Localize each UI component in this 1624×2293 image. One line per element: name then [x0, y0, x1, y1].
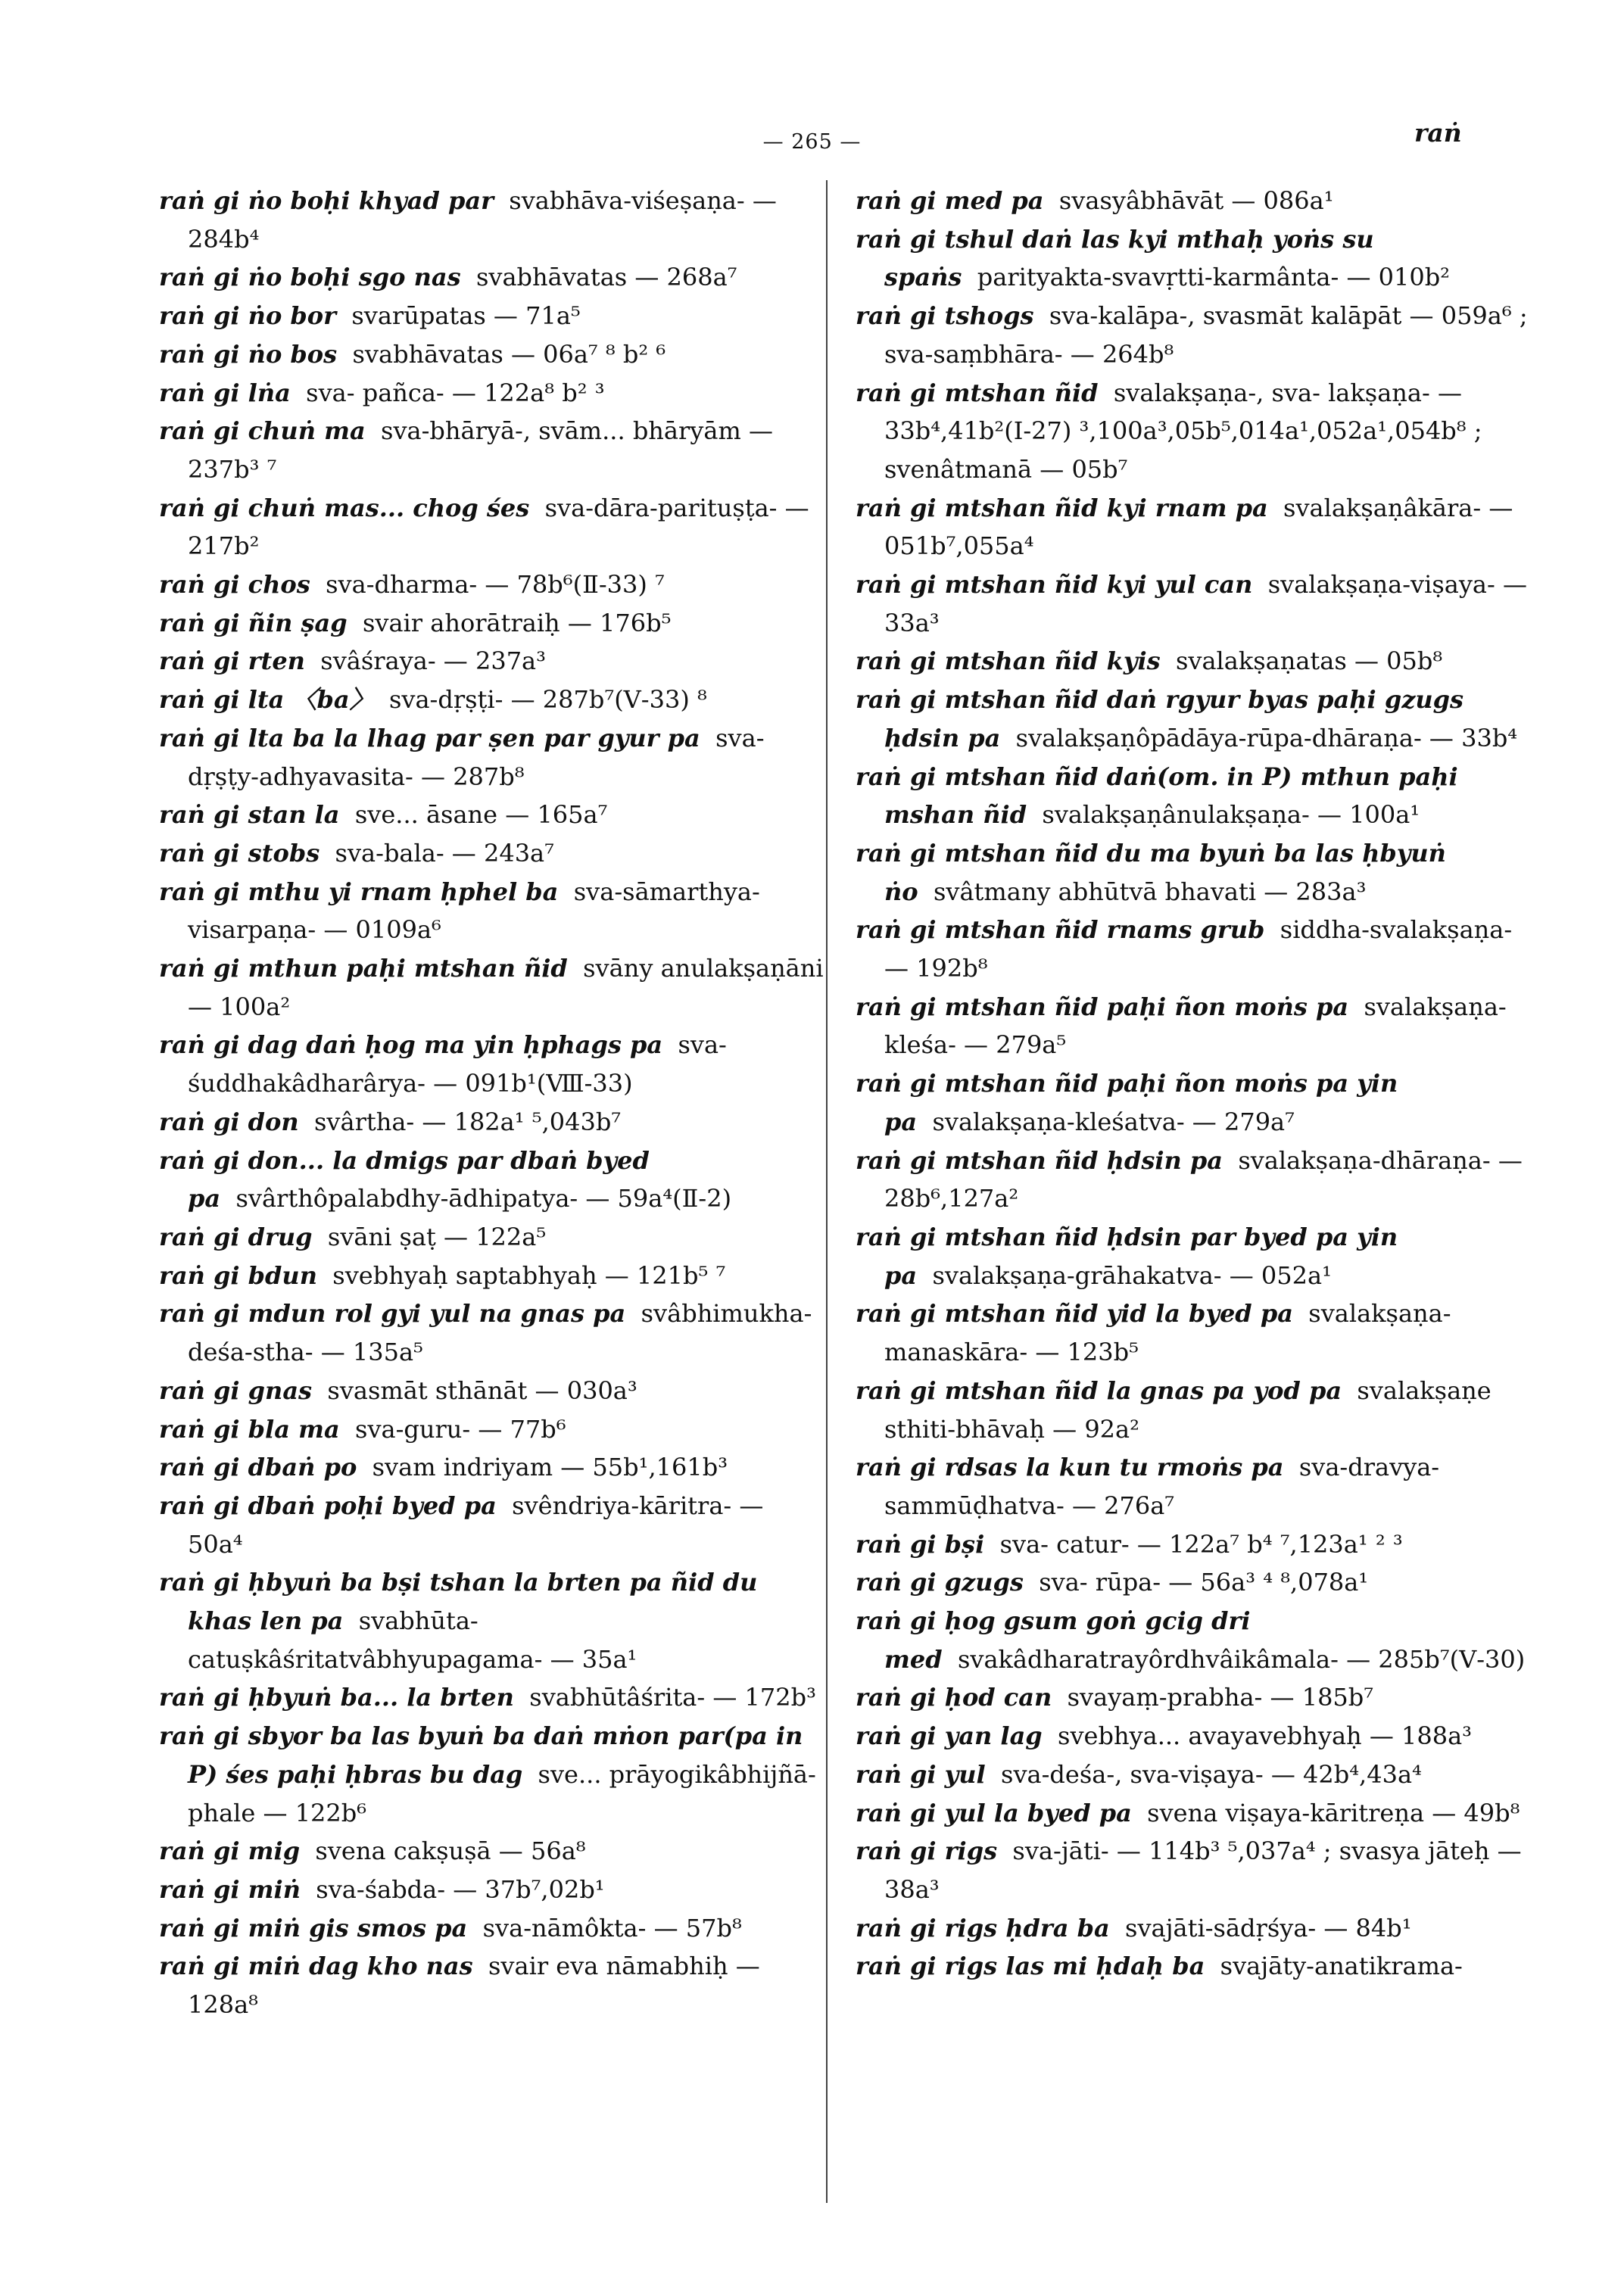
- sanskrit-equivalent: svabhāva-viśeṣaṇa- — 284b⁴: [188, 186, 777, 254]
- sanskrit-equivalent: sva-deśa-, sva-viṣaya- — 42b⁴,43a⁴: [1001, 1759, 1422, 1789]
- dictionary-entry: [159, 1487, 825, 1563]
- dictionary-entry: [856, 1372, 1529, 1448]
- sanskrit-equivalent: svalakṣaṇa-manaskāra- — 123b⁵: [884, 1299, 1451, 1367]
- tibetan-headword: raṅ gi mtshan ñid: [856, 378, 1099, 407]
- sanskrit-equivalent: svâtmany abhūtvā bhavati — 283a³: [933, 877, 1367, 906]
- tibetan-headword: raṅ gi rdsas la kun tu rmoṅs pa: [856, 1453, 1284, 1482]
- tibetan-headword: raṅ gi chuṅ ma: [159, 416, 366, 446]
- sanskrit-equivalent: svalakṣaṇâkāra- — 051b⁷,055a⁴: [884, 493, 1513, 561]
- tibetan-headword: raṅ gi mtshan ñid ḥdsin pa: [856, 1145, 1223, 1175]
- tibetan-headword: raṅ gi ḥog gsum goṅ gcig dri med: [856, 1606, 1251, 1674]
- dictionary-entry: [159, 1257, 825, 1295]
- dictionary-entry: [856, 642, 1529, 681]
- sanskrit-equivalent: sva- pañca- — 122a⁸ b² ³: [306, 378, 605, 407]
- sanskrit-equivalent: sva-śuddhakâdharârya- — 091b¹(Ⅷ-33): [188, 1030, 727, 1098]
- sanskrit-equivalent: svajāti-sādṛśya- — 84b¹: [1125, 1913, 1412, 1943]
- sanskrit-equivalent: svarūpatas — 71a⁵: [351, 301, 581, 331]
- tibetan-headword: raṅ gi lṅa: [159, 378, 291, 407]
- tibetan-headword: raṅ gi ṅo bos: [159, 339, 338, 369]
- dictionary-entry: [159, 681, 825, 719]
- sanskrit-equivalent: sva-bala- — 243a⁷: [335, 838, 554, 868]
- dictionary-entry: [856, 297, 1529, 373]
- sanskrit-equivalent: sva-dṛṣṭy-adhyavasita- — 287b⁸: [188, 723, 765, 791]
- tibetan-headword: raṅ gi mdun rol gyi yul na gnas pa: [159, 1299, 626, 1329]
- tibetan-headword: raṅ gi dbaṅ poḥi byed pa: [159, 1491, 497, 1520]
- tibetan-headword: raṅ gi ḥbyuṅ ba bṣi tshan la brten pa ñid du khas len pa: [159, 1568, 758, 1636]
- tibetan-headword: raṅ gi bla ma: [159, 1414, 340, 1444]
- tibetan-headword: raṅ gi yul: [856, 1759, 986, 1789]
- dictionary-entry: [159, 834, 825, 873]
- tibetan-headword: raṅ gi yul la byed pa: [856, 1798, 1132, 1827]
- tibetan-headword: raṅ gi med pa: [856, 186, 1044, 215]
- sanskrit-equivalent: svalakṣaṇatas — 05b⁸: [1175, 646, 1443, 676]
- tibetan-headword: raṅ gi lta ba la lhag par ṣen par gyur pa: [159, 723, 700, 752]
- sanskrit-equivalent: sva-dravya-sammūḍhatva- — 276a⁷: [884, 1453, 1440, 1520]
- dictionary-entry: [856, 834, 1529, 911]
- dictionary-entry: [159, 873, 825, 949]
- sanskrit-equivalent: parityakta-svavṛtti-karmânta- — 010b²: [977, 263, 1450, 292]
- dictionary-entry: [159, 1947, 825, 2024]
- sanskrit-equivalent: svena cakṣuṣā — 56a⁸: [315, 1837, 586, 1866]
- dictionary-entry: [856, 565, 1529, 642]
- dictionary-entry: [159, 335, 825, 374]
- sanskrit-equivalent: sva- rūpa- — 56a³ ⁴ ⁸,078a¹: [1039, 1568, 1369, 1597]
- tibetan-headword: raṅ gi mig: [159, 1837, 301, 1866]
- dictionary-entry: [159, 1678, 825, 1717]
- tibetan-headword: raṅ gi miṅ: [159, 1874, 301, 1904]
- sanskrit-equivalent: sva-dāra-parituṣṭa- — 217b²: [188, 493, 809, 561]
- dictionary-entry: [856, 489, 1529, 565]
- tibetan-headword: raṅ gi mtshan ñid daṅ rgyur byas paḥi gzugs ḥdsin pa: [856, 685, 1464, 752]
- tibetan-headword: raṅ gi mtshan ñid la gnas pa yod pa: [856, 1375, 1342, 1405]
- dictionary-entry: [856, 1448, 1529, 1525]
- tibetan-headword: raṅ gi sbyor ba las byuṅ ba daṅ mṅon par(pa in P) śes paḥi ḥbras bu dag: [159, 1721, 803, 1789]
- tibetan-headword: raṅ gi tshul daṅ las kyi mthaḥ yoṅs su spaṅs: [856, 224, 1374, 292]
- tibetan-headword: raṅ gi stobs: [159, 838, 320, 868]
- sanskrit-equivalent: svalakṣaṇa-kleśa- — 279a⁵: [884, 992, 1507, 1060]
- tibetan-headword: raṅ gi rigs ḥdra ba: [856, 1913, 1110, 1943]
- tibetan-headword: raṅ gi tshogs: [856, 301, 1034, 331]
- column-divider: [826, 180, 828, 2203]
- sanskrit-equivalent: svâśraya- — 237a³: [320, 646, 546, 676]
- dictionary-entry: [856, 758, 1529, 834]
- tibetan-headword: raṅ gi miṅ dag kho nas: [159, 1952, 473, 1981]
- sanskrit-equivalent: sva-sāmarthya-visarpaṇa- — 0109a⁶: [188, 877, 760, 945]
- tibetan-headword: raṅ gi gnas: [159, 1375, 313, 1405]
- dictionary-entry: [856, 1064, 1529, 1141]
- tibetan-headword: raṅ gi yan lag: [856, 1721, 1043, 1751]
- sanskrit-equivalent: sva-dharma- — 78b⁶(Ⅱ-33) ⁷: [326, 570, 665, 600]
- dictionary-entry: [856, 1794, 1529, 1833]
- sanskrit-equivalent: svalakṣaṇa-viṣaya- — 33a³: [884, 570, 1527, 637]
- sanskrit-equivalent: siddha-svalakṣaṇa- — 192b⁸: [884, 915, 1513, 983]
- running-head: raṅ: [1414, 118, 1462, 148]
- tibetan-headword: raṅ gi gzugs: [856, 1568, 1024, 1597]
- dictionary-entry: [159, 565, 825, 604]
- tibetan-headword: raṅ gi chuṅ mas... chog śes: [159, 493, 530, 522]
- tibetan-headword: raṅ gi dbaṅ po: [159, 1453, 357, 1482]
- dictionary-entry: [159, 719, 825, 796]
- sanskrit-equivalent: sva-nāmôkta- — 57b⁸: [482, 1913, 742, 1943]
- tibetan-headword: raṅ gi mtshan ñid du ma byuṅ ba las ḥbyuṅ ṅo: [856, 838, 1446, 906]
- sanskrit-equivalent: sva- catur- — 122a⁷ b⁴ ⁷,123a¹ ² ³: [999, 1529, 1403, 1559]
- right-column: [856, 182, 1529, 1986]
- tibetan-headword: raṅ gi miṅ gis smos pa: [159, 1913, 468, 1943]
- sanskrit-equivalent: svebhya... avayavebhyaḥ — 188a³: [1058, 1721, 1472, 1751]
- sanskrit-equivalent: sva-jāti- — 114b³ ⁵,037a⁴ ; svasya jāteḥ — 38a³: [884, 1837, 1522, 1904]
- dictionary-entry: [159, 604, 825, 643]
- sanskrit-equivalent: sve... prāyogikâbhijñā-phale — 122b⁶: [188, 1759, 816, 1827]
- dictionary-entry: [159, 1717, 825, 1832]
- sanskrit-equivalent: svâbhimukha-deśa-stha- — 135a⁵: [188, 1299, 812, 1367]
- sanskrit-equivalent: svalakṣaṇa-, sva- lakṣaṇa- — 33b⁴,41b²(Ⅰ-27) ³,100a³,05b⁵,014a¹,052a¹,054b⁸ ; svenâtmanā — 05b⁷: [884, 378, 1482, 484]
- dictionary-entry: [159, 1448, 825, 1487]
- dictionary-entry: [159, 949, 825, 1026]
- tibetan-headword: raṅ gi stan la: [159, 800, 340, 830]
- sanskrit-equivalent: sva-dṛṣṭi- — 287b⁷(Ⅴ-33) ⁸: [388, 685, 707, 715]
- dictionary-entry: [856, 1218, 1529, 1294]
- sanskrit-equivalent: svalakṣaṇa-kleśatva- — 279a⁷: [932, 1107, 1295, 1136]
- dictionary-entry: [159, 1294, 825, 1371]
- sanskrit-equivalent: svalakṣaṇa-dhāraṇa- — 28b⁶,127a²: [884, 1145, 1523, 1213]
- sanskrit-equivalent: svam indriyam — 55b¹,161b³: [372, 1453, 728, 1482]
- tibetan-headword: raṅ gi ḥbyuṅ ba... la brten: [159, 1683, 514, 1712]
- sanskrit-equivalent: svabhāvatas — 268a⁷: [475, 263, 737, 292]
- sanskrit-equivalent: svakâdharatrayôrdhvâikâmala- — 285b⁷(Ⅴ-30): [957, 1644, 1526, 1674]
- dictionary-entry: [856, 681, 1529, 757]
- page-number: — 265 —: [762, 130, 862, 154]
- tibetan-headword: raṅ gi mtshan ñid kyis: [856, 646, 1161, 676]
- tibetan-headword: raṅ gi bdun: [159, 1260, 317, 1290]
- sanskrit-equivalent: svair ahorātraiḥ — 176b⁵: [362, 608, 672, 637]
- sanskrit-equivalent: svêndriya-kāritra- — 50a⁴: [188, 1491, 764, 1559]
- tibetan-headword: raṅ gi mtshan ñid daṅ(om. in P) mthun paḥi mshan ñid: [856, 762, 1458, 830]
- tibetan-headword: raṅ gi ṅo boḥi sgo nas: [159, 263, 461, 292]
- tibetan-headword: raṅ gi ñin ṣag: [159, 608, 348, 637]
- tibetan-headword: raṅ gi don: [159, 1107, 299, 1136]
- sanskrit-equivalent: svabhūta-catuṣkâśritatvâbhyupagama- — 35a¹: [188, 1606, 637, 1674]
- tibetan-headword: raṅ gi ṅo boḥi khyad par: [159, 186, 494, 215]
- dictionary-entry: [159, 1103, 825, 1142]
- tibetan-headword: raṅ gi rigs las mi ḥdaḥ ba: [856, 1952, 1205, 1981]
- tibetan-headword: raṅ gi mtshan ñid kyi rnam pa: [856, 493, 1268, 522]
- sanskrit-equivalent: svajāty-anatikrama-: [1220, 1952, 1463, 1981]
- tibetan-headword: raṅ gi drug: [159, 1222, 313, 1251]
- dictionary-entry: [856, 374, 1529, 489]
- sanskrit-equivalent: sva-śabda- — 37b⁷,02b¹: [316, 1874, 605, 1904]
- sanskrit-equivalent: svabhāvatas — 06a⁷ ⁸ b² ⁶: [352, 339, 666, 369]
- dictionary-entry: [159, 796, 825, 834]
- sanskrit-equivalent: svabhūtâśrita- — 172b³: [529, 1683, 816, 1712]
- left-column: [159, 182, 825, 2024]
- dictionary-entry: [159, 1410, 825, 1449]
- dictionary-entry: [856, 1525, 1529, 1564]
- tibetan-headword: raṅ gi mtshan ñid ḥdsin par byed pa yin pa: [856, 1222, 1398, 1290]
- sanskrit-equivalent: svāni ṣaṭ — 122a⁵: [327, 1222, 547, 1251]
- sanskrit-equivalent: svebhyaḥ saptabhyaḥ — 121b⁵ ⁷: [332, 1260, 726, 1290]
- tibetan-headword: raṅ gi don... la dmigs par dbaṅ byed pa: [159, 1145, 650, 1213]
- dictionary-entry: [856, 1947, 1529, 1986]
- tibetan-headword: raṅ gi mtshan ñid rnams grub: [856, 915, 1265, 945]
- sanskrit-equivalent: svair eva nāmabhiḥ — 128a⁸: [188, 1952, 760, 2020]
- sanskrit-equivalent: svāny anulakṣaṇāni — 100a²: [188, 954, 824, 1021]
- dictionary-entry: [159, 1026, 825, 1102]
- tibetan-headword: raṅ gi mthun paḥi mtshan ñid: [159, 954, 568, 983]
- dictionary-entry: [159, 258, 825, 297]
- dictionary-entry: [856, 182, 1529, 220]
- dictionary-entry: [159, 1563, 825, 1678]
- dictionary-entry: [856, 1717, 1529, 1756]
- sanskrit-equivalent: svena viṣaya-kāritreṇa — 49b⁸: [1147, 1798, 1520, 1827]
- dictionary-entry: [159, 1832, 825, 1871]
- sanskrit-equivalent: svalakṣaṇa-grāhakatva- — 052a¹: [932, 1260, 1332, 1290]
- dictionary-entry: [856, 220, 1529, 297]
- dictionary-entry: [856, 1678, 1529, 1717]
- tibetan-headword: raṅ gi lta 〈ba〉: [159, 685, 374, 715]
- dictionary-entry: [856, 1602, 1529, 1678]
- tibetan-headword: raṅ gi rten: [159, 646, 305, 676]
- dictionary-entry: [856, 1142, 1529, 1218]
- tibetan-headword: raṅ gi ṅo bor: [159, 301, 336, 331]
- sanskrit-equivalent: sva-bhāryā-, svām... bhāryām — 237b³ ⁷: [188, 416, 773, 484]
- tibetan-headword: raṅ gi mthu yi rnam ḥphel ba: [159, 877, 559, 906]
- dictionary-entry: [159, 489, 825, 565]
- tibetan-headword: raṅ gi mtshan ñid kyi yul can: [856, 570, 1253, 600]
- dictionary-entry: [856, 988, 1529, 1064]
- tibetan-headword: raṅ gi rigs: [856, 1837, 998, 1866]
- sanskrit-equivalent: svârtha- — 182a¹ ⁵,043b⁷: [314, 1107, 622, 1136]
- dictionary-entry: [159, 182, 825, 258]
- dictionary-entry: [159, 1871, 825, 1909]
- dictionary-entry: [856, 1756, 1529, 1794]
- sanskrit-equivalent: sva-kalāpa-, svasmāt kalāpāt — 059a⁶ ; sva-saṃbhāra- — 264b⁸: [884, 301, 1528, 369]
- dictionary-entry: [856, 911, 1529, 987]
- dictionary-entry: [856, 1294, 1529, 1371]
- sanskrit-equivalent: svalakṣaṇe sthiti-bhāvaḥ — 92a²: [884, 1375, 1492, 1444]
- dictionary-entry: [856, 1563, 1529, 1602]
- sanskrit-equivalent: svârthôpalabdhy-ādhipatya- — 59a⁴(Ⅱ-2): [235, 1184, 732, 1213]
- tibetan-headword: raṅ gi chos: [159, 570, 310, 600]
- dictionary-entry: [159, 1909, 825, 1948]
- dictionary-entry: [159, 1218, 825, 1257]
- dictionary-entry: [159, 412, 825, 488]
- tibetan-headword: raṅ gi ḥod can: [856, 1683, 1052, 1712]
- sanskrit-equivalent: svalakṣaṇôpādāya-rūpa-dhāraṇa- — 33b⁴: [1015, 723, 1518, 752]
- tibetan-headword: raṅ gi mtshan ñid yid la byed pa: [856, 1299, 1293, 1329]
- dictionary-entry: [159, 297, 825, 335]
- tibetan-headword: raṅ gi dag daṅ ḥog ma yin ḥphags pa: [159, 1030, 663, 1060]
- dictionary-entry: [159, 374, 825, 413]
- dictionary-entry: [159, 1142, 825, 1218]
- sanskrit-equivalent: svalakṣaṇânulakṣaṇa- — 100a¹: [1042, 800, 1420, 830]
- tibetan-headword: raṅ gi bṣi: [856, 1529, 985, 1559]
- dictionary-entry: [856, 1832, 1529, 1908]
- dictionary-entry: [856, 1909, 1529, 1948]
- dictionary-entry: [159, 1372, 825, 1410]
- sanskrit-equivalent: svasmāt sthānāt — 030a³: [327, 1375, 637, 1405]
- tibetan-headword: raṅ gi mtshan ñid paḥi ñon moṅs pa: [856, 992, 1349, 1021]
- sanskrit-equivalent: svayaṃ-prabha- — 185b⁷: [1067, 1683, 1374, 1712]
- sanskrit-equivalent: sva-guru- — 77b⁶: [355, 1414, 566, 1444]
- dictionary-entry: [159, 642, 825, 681]
- sanskrit-equivalent: sve... āsane — 165a⁷: [354, 800, 608, 830]
- tibetan-headword: raṅ gi mtshan ñid paḥi ñon moṅs pa yin pa: [856, 1069, 1398, 1136]
- sanskrit-equivalent: svasyâbhāvāt — 086a¹: [1058, 186, 1334, 215]
